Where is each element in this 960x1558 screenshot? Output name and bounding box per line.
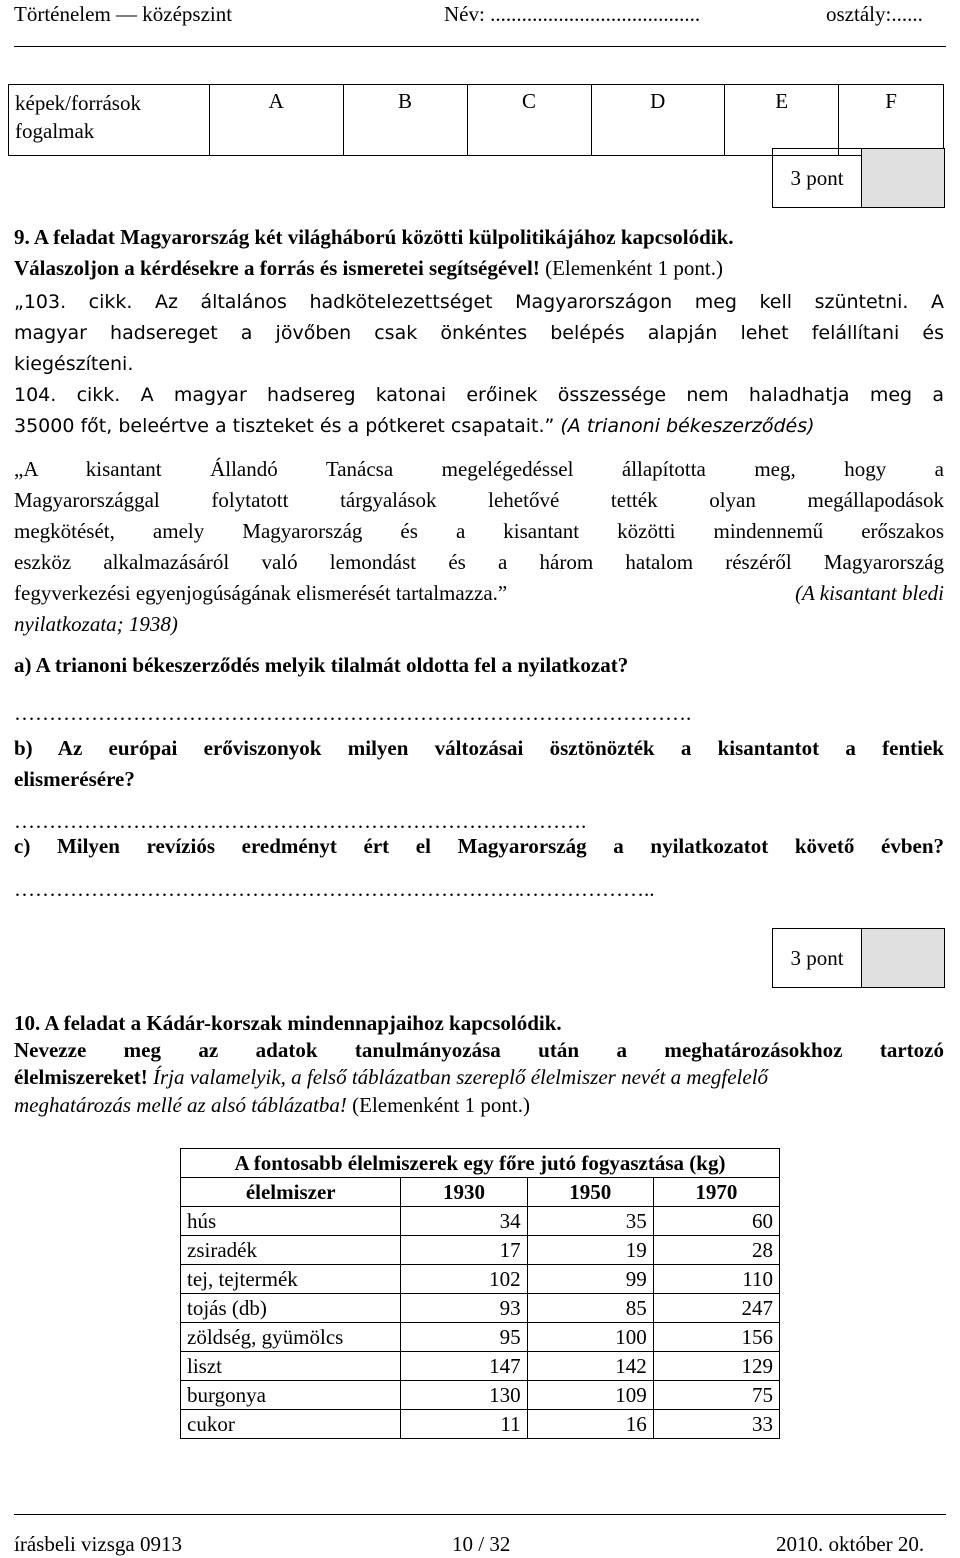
table-cell: 11 xyxy=(401,1410,527,1439)
table-cell: 110 xyxy=(653,1265,779,1294)
table-cell-food: tojás (db) xyxy=(181,1294,401,1323)
header-rule xyxy=(14,46,946,47)
answer-grid-label: képek/források fogalmak xyxy=(9,85,210,156)
table-header: 1950 xyxy=(527,1178,653,1207)
table-row xyxy=(181,1207,780,1236)
table-cell-food: zöldség, gyümölcs xyxy=(181,1323,401,1352)
table-row xyxy=(181,1352,780,1381)
task10-instruction-line: Nevezze meg az adatok tanulmányozása után a meghatározásokhoz tartozó xyxy=(14,1038,944,1062)
table-cell: 16 xyxy=(527,1410,653,1439)
points-score-cell[interactable] xyxy=(862,149,945,208)
points-label: 3 pont xyxy=(773,929,862,988)
source2-line: „A kisantant Állandó Tanácsa megelégedéssel állapította meg, hogy a xyxy=(14,457,944,481)
table-cell: 99 xyxy=(527,1265,653,1294)
table-header: 1930 xyxy=(401,1178,527,1207)
table-cell-food: burgonya xyxy=(181,1381,401,1410)
answer-cell-c[interactable]: C xyxy=(467,85,591,156)
header-name-field: Név: ........................................ xyxy=(444,2,701,26)
table-cell-food: cukor xyxy=(181,1410,401,1439)
table-cell: 28 xyxy=(653,1236,779,1265)
table-cell: 35 xyxy=(527,1207,653,1236)
table-cell-food: hús xyxy=(181,1207,401,1236)
table-cell: 95 xyxy=(401,1323,527,1352)
table-cell: 147 xyxy=(401,1352,527,1381)
answer-cell-f[interactable]: F xyxy=(839,85,944,156)
table-cell: 109 xyxy=(527,1381,653,1410)
points-box-task9 xyxy=(772,928,945,988)
answer-cell-a[interactable]: A xyxy=(210,85,344,156)
answer-line-b[interactable]: ………………………………………………………………………. xyxy=(14,809,587,833)
points-label: 3 pont xyxy=(773,149,862,208)
header-class-field: osztály:...... xyxy=(826,2,923,26)
task10-instruction-italic: Írja valamelyik, a felső táblázatban szereplő élelmiszer nevét a megfelelő xyxy=(152,1065,769,1089)
table-cell: 85 xyxy=(527,1294,653,1323)
answer-cell-e[interactable]: E xyxy=(725,85,839,156)
table-cell: 129 xyxy=(653,1352,779,1381)
table-cell: 142 xyxy=(527,1352,653,1381)
question-a: a) A trianoni békeszerződés melyik tilalmát oldotta fel a nyilatkozat? xyxy=(14,653,629,677)
table-cell: 60 xyxy=(653,1207,779,1236)
task9-title: 9. A feladat Magyarország két világháború közötti külpolitikájához kapcsolódik. xyxy=(14,225,734,249)
table-cell: 34 xyxy=(401,1207,527,1236)
table-cell: 17 xyxy=(401,1236,527,1265)
answer-cell-d[interactable]: D xyxy=(591,85,725,156)
source2-line: eszköz alkalmazásáról való lemondást és a három hatalom részéről Magyarország xyxy=(14,550,944,574)
question-c: c) Milyen revíziós eredményt ért el Magyarország a nyilatkozatot követő évben? xyxy=(14,834,944,858)
question-b: b) Az európai erőviszonyok milyen változásai ösztönözték a kisantantot a fentiek xyxy=(14,736,944,760)
footer-page-number: 10 / 32 xyxy=(452,1532,511,1556)
source1-text: 35000 főt, beleértve a tiszteket és a pótkeret csapatait.” xyxy=(14,415,555,437)
table-cell: 19 xyxy=(527,1236,653,1265)
table-row xyxy=(181,1236,780,1265)
table-cell: 247 xyxy=(653,1294,779,1323)
table-cell: 100 xyxy=(527,1323,653,1352)
footer-rule xyxy=(14,1514,946,1515)
source2-line: megkötését, amely Magyarország és a kisantant közötti mindennemű erőszakos xyxy=(14,519,944,543)
food-consumption-table xyxy=(180,1148,780,1439)
source2-line xyxy=(14,578,944,609)
header-subject: Történelem — középszint xyxy=(14,2,233,26)
table-row xyxy=(181,1323,780,1352)
footer-date: 2010. október 20. xyxy=(776,1532,925,1556)
table-row xyxy=(181,1381,780,1410)
table-cell-food: tej, tejtermék xyxy=(181,1265,401,1294)
task10-instruction-line xyxy=(14,1062,944,1093)
task9-instruction-points: (Elemenként 1 pont.) xyxy=(545,256,723,280)
table-cell-food: zsiradék xyxy=(181,1236,401,1265)
answer-grid xyxy=(8,84,944,156)
source2-reference-cont: nyilatkozata; 1938) xyxy=(14,612,178,636)
source1-line-last xyxy=(14,411,944,442)
table-cell-food: liszt xyxy=(181,1352,401,1381)
table-row xyxy=(181,1410,780,1439)
task10-instruction-bold: élelmiszereket! xyxy=(14,1065,148,1089)
answer-line-a[interactable]: ……………………………………………………………………………………. xyxy=(14,701,692,725)
answer-cell-b[interactable]: B xyxy=(343,85,467,156)
source1-line: kiegészíteni. xyxy=(14,353,134,375)
points-score-cell[interactable] xyxy=(862,929,945,988)
source1-reference: (A trianoni békeszerződés) xyxy=(560,415,815,437)
source1-line: 104. cikk. A magyar hadsereg katonai erőinek összessége nem haladhatja meg a xyxy=(14,384,944,406)
question-b-cont: elismerésére? xyxy=(14,767,135,791)
task10-instruction-points: (Elemenként 1 pont.) xyxy=(352,1093,531,1117)
task9-instruction-bold: Válaszoljon a kérdésekre a forrás és ismeretei segítségével! xyxy=(14,256,540,280)
table-header: 1970 xyxy=(653,1178,779,1207)
task10-instruction-italic: meghatározás mellé az alsó táblázatba! xyxy=(14,1093,347,1117)
task9-instruction xyxy=(14,253,944,284)
table-cell: 75 xyxy=(653,1381,779,1410)
source1-line: magyar hadsereget a jövőben csak önkéntes belépés alapján lehet felállítani és xyxy=(14,322,944,344)
answer-line-c[interactable]: ……………………………………………………………………………….. xyxy=(14,877,655,901)
table-cell: 156 xyxy=(653,1323,779,1352)
page-header xyxy=(14,2,946,42)
source2-line: Magyarországgal folytatott tárgyalások lehetővé tették olyan megállapodások xyxy=(14,488,944,512)
source2-reference: (A kisantant bledi xyxy=(795,581,944,605)
table-cell: 102 xyxy=(401,1265,527,1294)
table-cell: 93 xyxy=(401,1294,527,1323)
table-cell: 130 xyxy=(401,1381,527,1410)
points-box-task8 xyxy=(772,148,945,208)
task10-instruction-line xyxy=(14,1090,944,1121)
table-row xyxy=(181,1294,780,1323)
footer-exam-code: írásbeli vizsga 0913 xyxy=(14,1532,182,1556)
source2-text: fegyverkezési egyenjogúságának elismerését tartalmazza.” xyxy=(14,581,508,605)
task10-title: 10. A feladat a Kádár-korszak mindennapjaihoz kapcsolódik. xyxy=(14,1011,562,1035)
table-header: élelmiszer xyxy=(181,1178,401,1207)
table-row xyxy=(181,1265,780,1294)
table-cell: 33 xyxy=(653,1410,779,1439)
source1-line: „103. cikk. Az általános hadkötelezettséget Magyarországon meg kell szüntetni. A xyxy=(14,291,944,313)
table-title: A fontosabb élelmiszerek egy főre jutó fogyasztása (kg) xyxy=(181,1149,780,1178)
